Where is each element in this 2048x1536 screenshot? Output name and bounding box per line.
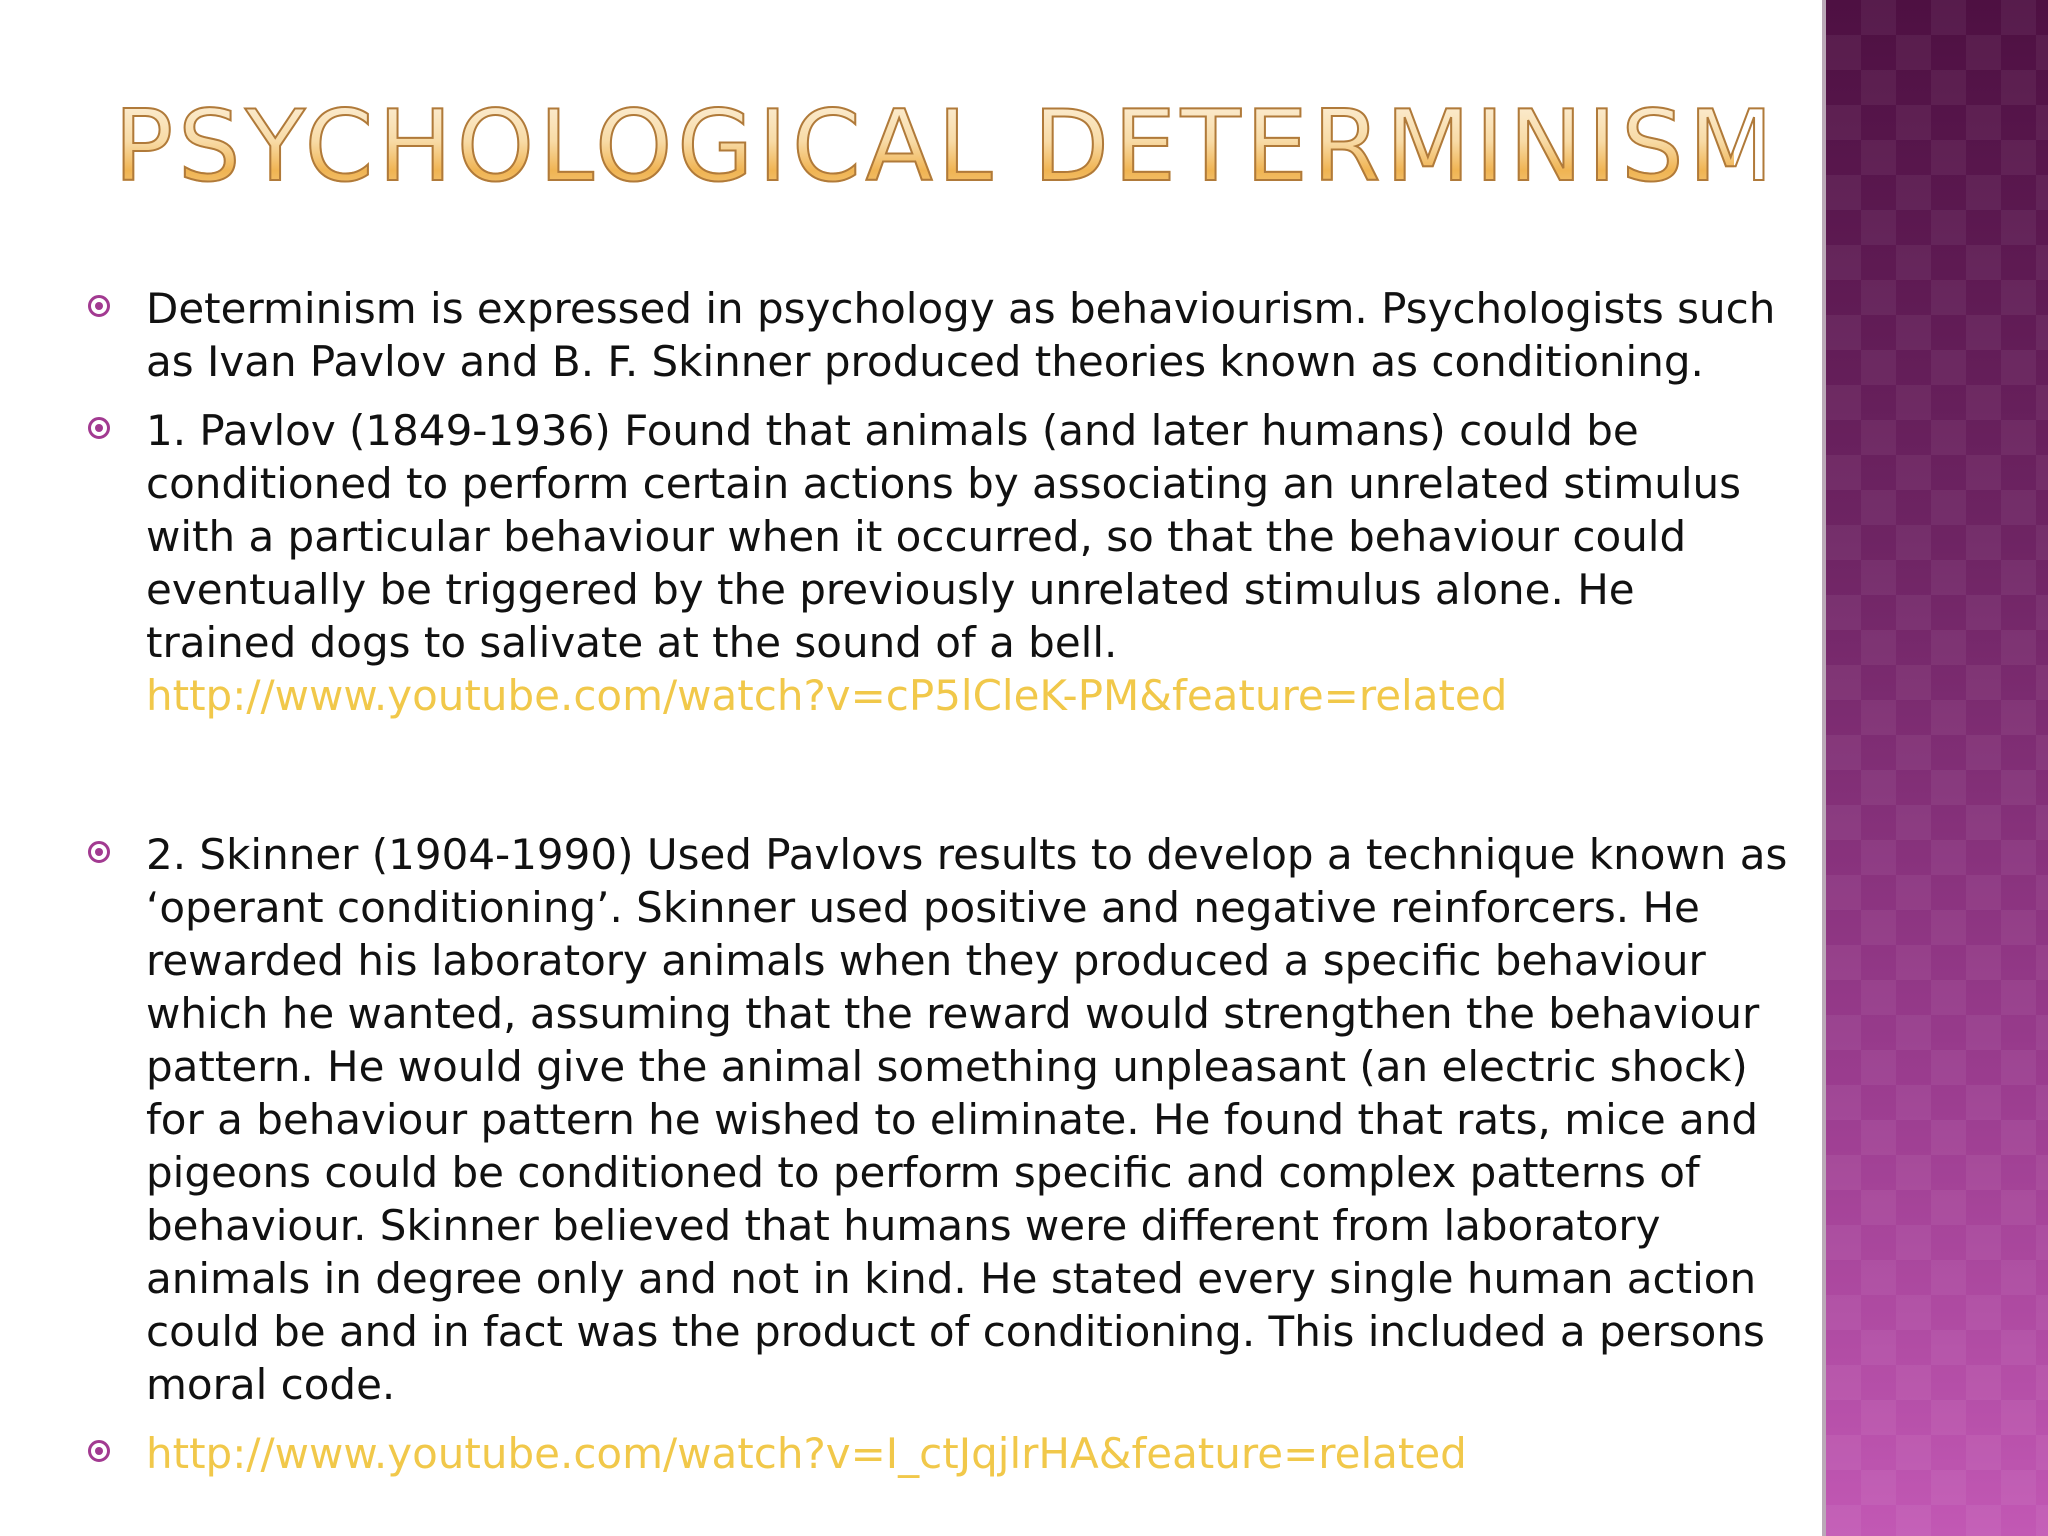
bullet-marker-icon xyxy=(88,841,110,863)
bullet-item-pavlov xyxy=(88,404,1788,722)
bullet-marker-icon xyxy=(88,1440,110,1462)
skinner-video-link[interactable]: http://www.youtube.com/watch?v=I_ctJqjlrHA&feature=related xyxy=(146,1429,1467,1478)
bullet-text: 2. Skinner (1904-1990) Used Pavlovs results to develop a technique known as ‘operant conditioning’. Skinner used positive and negative reinforcers. He rewarded his laboratory animals when they produced a specific behaviour which he wanted, assuming that the reward would strengthen the behaviour pattern. He would give the animal something unpleasant (an electric shock) for a behaviour pattern he wished to eliminate. He found that rats, mice and pigeons could be conditioned to perform specific and complex patterns of behaviour. Skinner believed that humans were different from laboratory animals in degree only and not in kind. He stated every single human action could be and in fact was the product of conditioning. This included a persons moral code. xyxy=(146,830,1788,1409)
pavlov-video-link[interactable]: http://www.youtube.com/watch?v=cP5lCleK-PM&feature=related xyxy=(146,671,1508,720)
slide-title: PSYCHOLOGICAL DETERMINISM xyxy=(114,90,1779,204)
bullet-marker-icon xyxy=(88,295,110,317)
bullet-item-skinner-link xyxy=(88,1427,1788,1480)
bullet-marker-icon xyxy=(88,417,110,439)
bullet-text: 1. Pavlov (1849-1936) Found that animals (and later humans) could be conditioned to perform certain actions by associating an unrelated stimulus with a particular behaviour when it occurred, so that the behaviour could eventually be triggered by the previously unrelated stimulus alone. He trained dogs to salivate at the sound of a bell. xyxy=(146,406,1742,667)
bullet-list xyxy=(88,282,1788,1480)
decorative-sidebar xyxy=(1826,0,2048,1536)
bullet-item-determinism xyxy=(88,282,1788,388)
bullet-text: Determinism is expressed in psychology as behaviourism. Psychologists such as Ivan Pavlov and B. F. Skinner produced theories known as conditioning. xyxy=(146,284,1776,386)
bullet-item-skinner xyxy=(88,828,1788,1411)
